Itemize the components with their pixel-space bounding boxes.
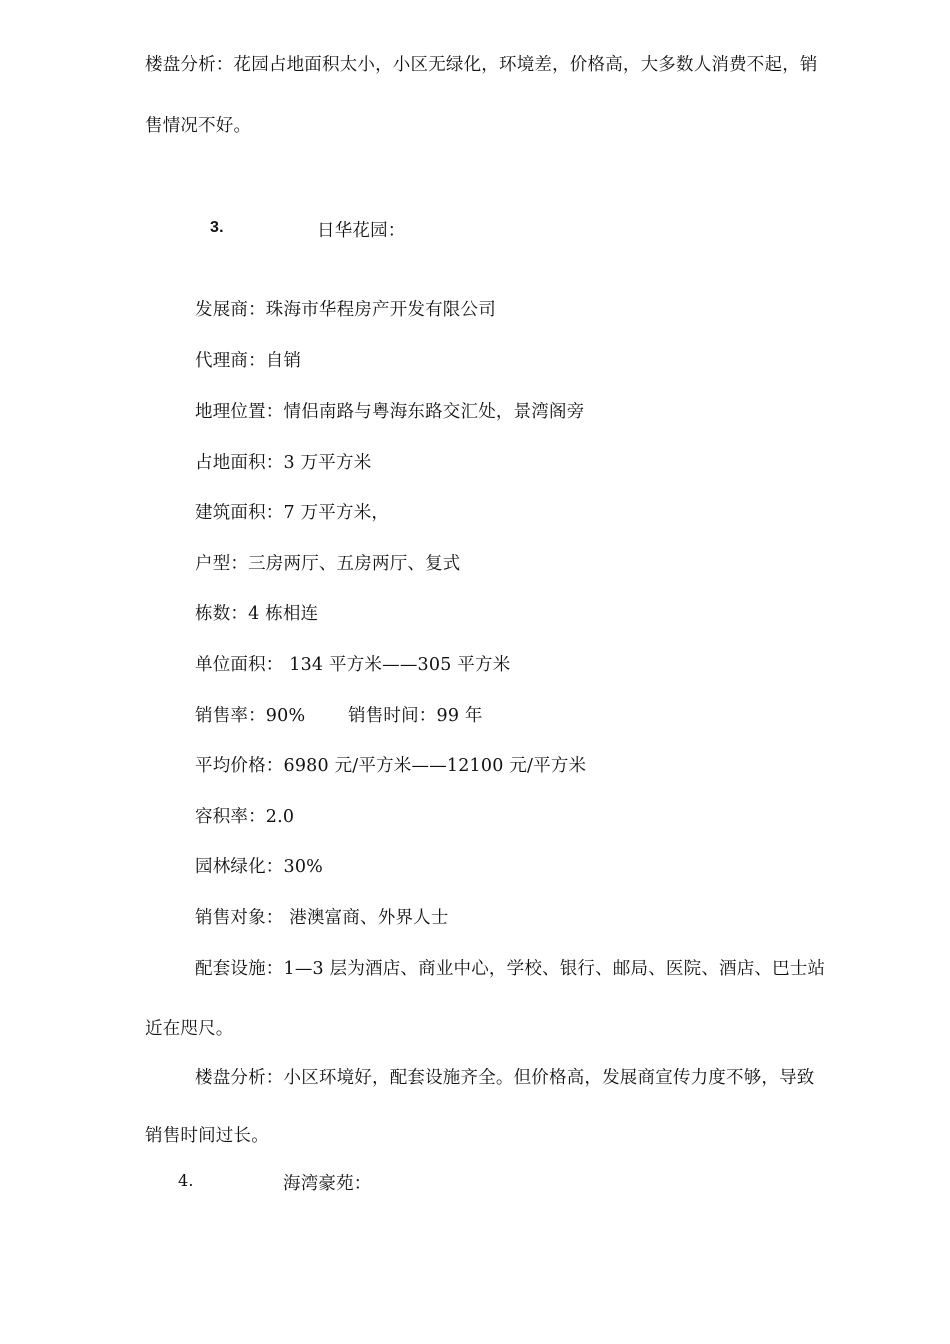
analysis-line1: 楼盘分析：小区环境好，配套设施齐全。但价格高，发展商宣传力度不够，导致 [195, 1068, 815, 1088]
plot-ratio-field: 容积率：2.0 [195, 807, 295, 827]
developer-field: 发展商：珠海市华程房产开发有限公司 [195, 300, 496, 320]
facilities-line2: 近在咫尺。 [145, 1019, 234, 1039]
buildings-field: 栋数：4 栋相连 [195, 604, 319, 624]
section3-number: 3. [210, 219, 224, 236]
sales-rate-field: 销售率：90% [195, 706, 306, 726]
building-area-field: 建筑面积：7 万平方米， [195, 503, 390, 523]
greening-field: 园林绿化：30% [195, 857, 323, 877]
unit-area-field: 单位面积： 134 平方米——305 平方米 [195, 655, 511, 675]
section4-title: 海湾豪苑： [283, 1174, 372, 1194]
section4-number: 4. [178, 1171, 194, 1190]
intro-analysis-line1: 楼盘分析：花园占地面积太小，小区无绿化，环境差，价格高，大多数人消费不起，销 [145, 55, 818, 75]
location-field: 地理位置：情侣南路与粤海东路交汇处，景湾阁旁 [195, 402, 585, 422]
avg-price-field: 平均价格：6980 元/平方米——12100 元/平方米 [195, 756, 587, 776]
unit-types-field: 户型：三房两厅、五房两厅、复式 [195, 554, 461, 574]
land-area-field: 占地面积：3 万平方米 [195, 453, 372, 473]
sales-time-field: 销售时间：99 年 [348, 706, 483, 726]
facilities-line1: 配套设施：1—3 层为酒店、商业中心，学校、银行、邮局、医院、酒店、巴士站 [195, 959, 826, 979]
analysis-line2: 销售时间过长。 [145, 1126, 269, 1146]
section3-title: 日华花园： [317, 221, 406, 241]
target-buyers-field: 销售对象： 港澳富商、外界人士 [195, 908, 449, 928]
agent-field: 代理商：自销 [195, 351, 302, 371]
intro-analysis-line2: 售情况不好。 [145, 116, 252, 136]
